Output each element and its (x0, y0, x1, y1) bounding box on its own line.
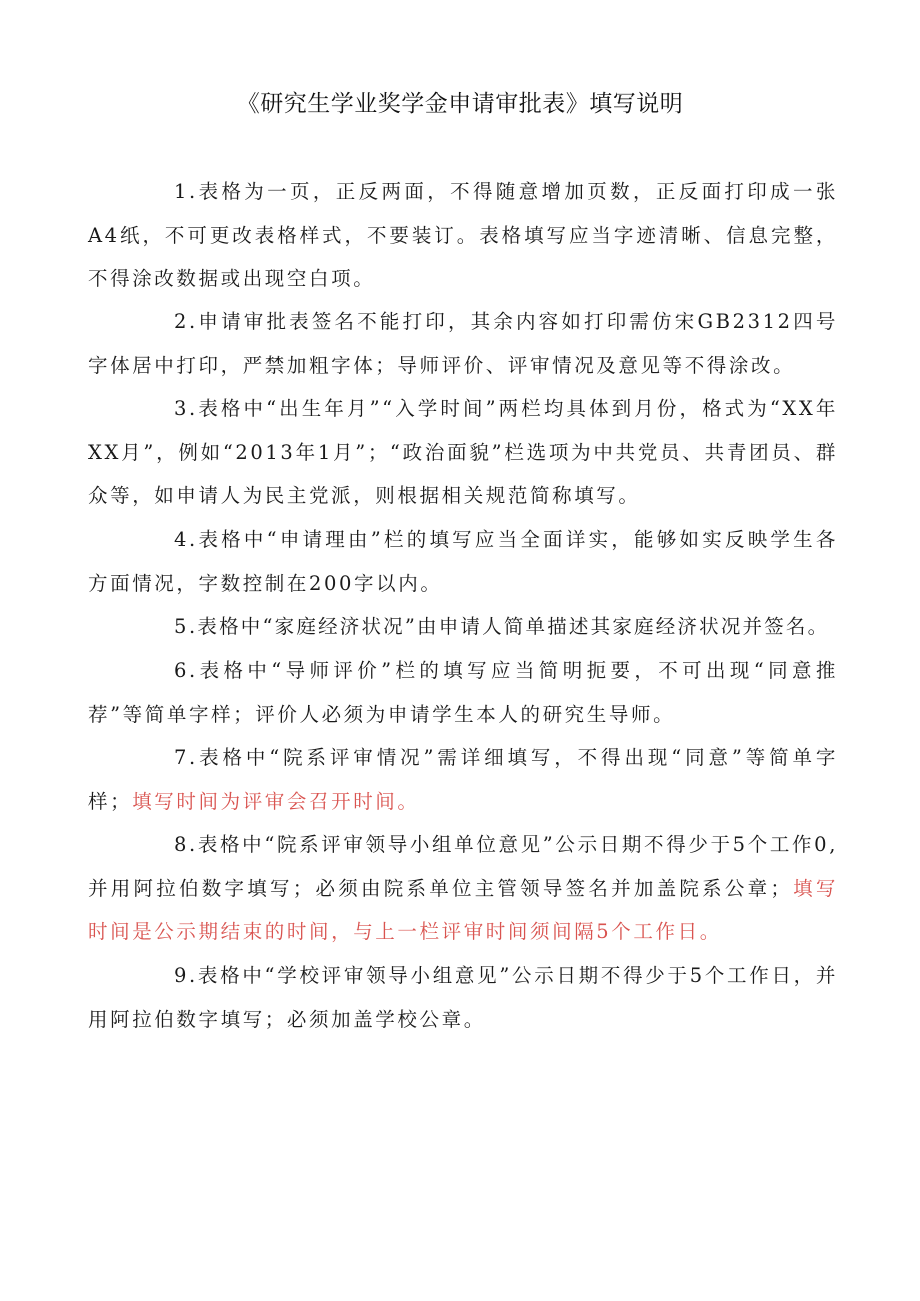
instruction-item-6 (88, 649, 838, 736)
item-text: .表格中“出生年月”“入学时间”两栏均具体到月份，格式为“XX年XX月”，例如“2013年1月”；“政治面貌”栏选项为中共党员、共青团员、群众等，如申请人为民主党派，则根据相关规范简称填写。 (88, 397, 838, 507)
item-number: 4 (174, 528, 190, 551)
item-text: .表格中“院系评审领导小组单位意见”公示日期不得少于5个工作0,并用阿拉伯数字填写；必须由院系单位主管领导签名并加盖院系公章； (88, 833, 838, 900)
instruction-item-9 (88, 954, 838, 1041)
instruction-item-1 (88, 170, 838, 301)
instruction-item-5 (88, 605, 838, 649)
item-text: .表格中“学校评审领导小组意见”公示日期不得少于5个工作日，并用阿拉伯数字填写；必须加盖学校公章。 (88, 964, 838, 1031)
instruction-item-8 (88, 823, 838, 954)
instruction-item-7 (88, 736, 838, 823)
item-number: 9 (174, 964, 190, 987)
item-number: 2 (174, 310, 190, 333)
item-number: 6 (174, 659, 190, 682)
item-text: .表格为一页，正反两面，不得随意增加页数，正反面打印成一张A4纸，不可更改表格样式，不要装订。表格填写应当字迹清晰、信息完整，不得涂改数据或出现空白项。 (88, 180, 838, 290)
item-number: 5 (174, 615, 189, 638)
instruction-item-3 (88, 387, 838, 518)
item-text: .申请审批表签名不能打印，其余内容如打印需仿宋GB2312四号字体居中打印，严禁加粗字体；导师评价、评审情况及意见等不得涂改。 (88, 310, 838, 377)
item-text: .表格中“家庭经济状况”由申请人简单描述其家庭经济状况并签名。 (189, 615, 830, 638)
item-text: .表格中“院系评审情况”需详细填写，不得出现“同意”等简单字样； (88, 746, 838, 813)
item-number: 3 (174, 397, 190, 420)
instruction-item-2 (88, 300, 838, 387)
item-number: 1 (174, 180, 190, 203)
document-title: 《研究生学业奖学金申请审批表》填写说明 (236, 91, 684, 117)
item-highlight-text: 填写时间是公示期结束的时间，与上一栏评审时间须间隔5个工作日。 (88, 876, 838, 943)
item-text: .表格中“申请理由”栏的填写应当全面详实，能够如实反映学生各方面情况，字数控制在200字以内。 (88, 528, 838, 595)
item-text: .表格中“导师评价”栏的填写应当简明扼要，不可出现“同意推荐”等简单字样；评价人必须为申请学生本人的研究生导师。 (88, 659, 838, 726)
item-highlight-text: 填写时间为评审会召开时间。 (132, 789, 420, 813)
item-number: 7 (174, 746, 190, 769)
item-number: 8 (174, 833, 190, 856)
instruction-item-4 (88, 518, 838, 605)
